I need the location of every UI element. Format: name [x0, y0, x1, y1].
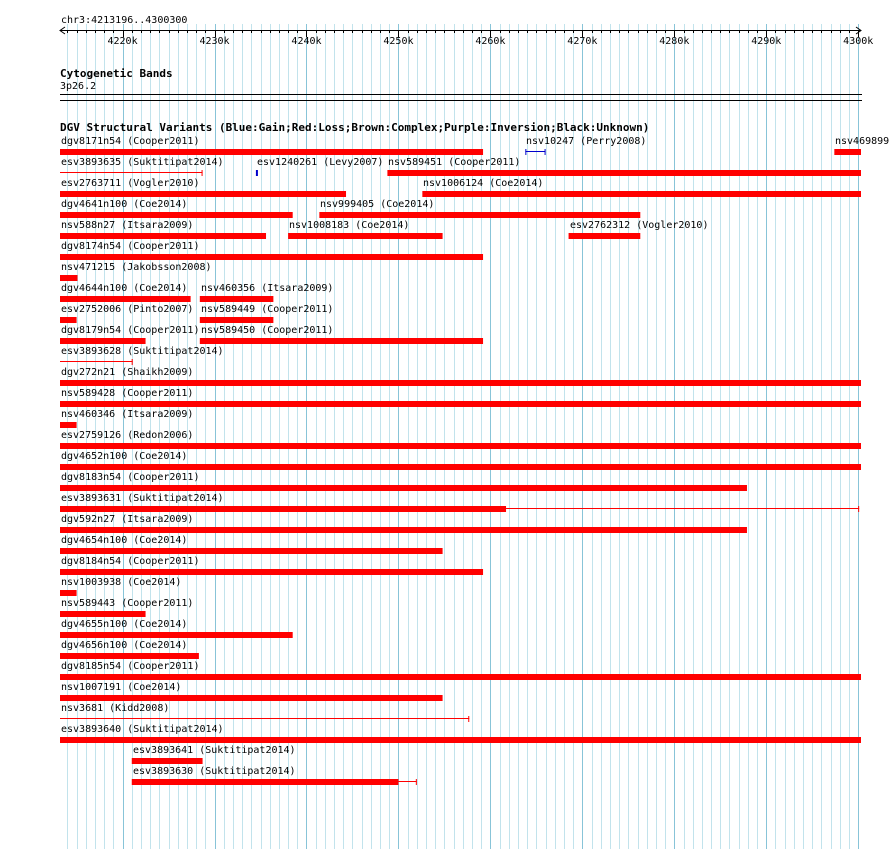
sv-feature[interactable]	[0, 735, 890, 745]
sv-label: esv2759126 (Redon2006)	[61, 430, 194, 441]
sv-label: nsv460346 (Itsara2009)	[61, 409, 194, 420]
sv-feature[interactable]	[0, 672, 890, 682]
sv-feature[interactable]	[0, 399, 890, 409]
sv-feature[interactable]	[0, 714, 890, 724]
sv-bar	[60, 485, 747, 491]
sv-label: nsv589450 (Cooper2011)	[201, 325, 334, 336]
sv-label: nsv1003938 (Coe2014)	[61, 577, 182, 588]
sv-feature[interactable]	[0, 777, 890, 787]
sv-label: dgv8183n54 (Cooper2011)	[61, 472, 200, 483]
sv-feature[interactable]	[0, 210, 890, 220]
ruler-tick-label: 4250k	[383, 36, 414, 47]
sv-bar	[60, 254, 483, 260]
sv-label: nsv469899	[835, 136, 890, 147]
sv-feature[interactable]	[0, 567, 890, 577]
sv-feature[interactable]	[0, 483, 890, 493]
sv-bar	[60, 611, 146, 617]
sv-label: esv1240261 (Levy2007)	[257, 157, 384, 168]
sv-bar	[132, 779, 399, 785]
sv-feature[interactable]	[0, 231, 890, 241]
sv-feature[interactable]	[0, 441, 890, 451]
sv-label: esv3893628 (Suktitipat2014)	[61, 346, 224, 357]
sv-bar	[60, 737, 861, 743]
sv-label: dgv8185n54 (Cooper2011)	[61, 661, 200, 672]
cytoband-label: 3p26.2	[60, 81, 97, 92]
sv-feature[interactable]	[0, 357, 890, 367]
sv-label: nsv460356 (Itsara2009)	[201, 283, 334, 294]
sv-label: nsv589449 (Cooper2011)	[201, 304, 334, 315]
ruler-tick-label: 4240k	[291, 36, 322, 47]
sv-label: dgv8174n54 (Cooper2011)	[61, 241, 200, 252]
sv-label: dgv4652n100 (Coe2014)	[61, 451, 188, 462]
sv-label: nsv589428 (Cooper2011)	[61, 388, 194, 399]
sv-feature[interactable]	[0, 315, 890, 325]
sv-bar	[60, 527, 747, 533]
sv-label: nsv588n27 (Itsara2009)	[61, 220, 194, 231]
sv-label: esv2752006 (Pinto2007)	[61, 304, 194, 315]
sv-bar	[422, 191, 861, 197]
sv-label: dgv4654n100 (Coe2014)	[61, 535, 188, 546]
sv-label: esv3893641 (Suktitipat2014)	[133, 745, 296, 756]
sv-label: esv2763711 (Vogler2010)	[61, 178, 200, 189]
sv-label: nsv589443 (Cooper2011)	[61, 598, 194, 609]
sv-bar	[60, 674, 861, 680]
sv-bar	[387, 170, 861, 176]
sv-feature[interactable]	[0, 630, 890, 640]
sv-label: dgv4641n100 (Coe2014)	[61, 199, 188, 210]
sv-label: dgv4656n100 (Coe2014)	[61, 640, 188, 651]
cytoband-track-title: Cytogenetic Bands	[60, 67, 173, 80]
ruler-tick-label: 4280k	[659, 36, 690, 47]
sv-feature[interactable]	[0, 336, 890, 346]
sv-feature[interactable]	[0, 189, 890, 199]
sv-bar	[60, 695, 443, 701]
sv-label: nsv1007191 (Coe2014)	[61, 682, 182, 693]
sv-bar	[60, 464, 861, 470]
sv-bar	[200, 317, 274, 323]
sv-feature[interactable]	[0, 609, 890, 619]
sv-bar	[60, 401, 861, 407]
sv-feature[interactable]	[0, 693, 890, 703]
sv-feature[interactable]	[0, 525, 890, 535]
sv-label: dgv8184n54 (Cooper2011)	[61, 556, 200, 567]
sv-label: dgv272n21 (Shaikh2009)	[61, 367, 194, 378]
sv-label: dgv4655n100 (Coe2014)	[61, 619, 188, 630]
sv-feature[interactable]	[0, 588, 890, 598]
dgv-track-title: DGV Structural Variants (Blue:Gain;Red:Loss;Brown:Complex;Purple:Inversion;Black:Unknown)	[60, 121, 650, 134]
sv-bar	[200, 338, 483, 344]
sv-feature[interactable]	[0, 546, 890, 556]
sv-label: dgv4644n100 (Coe2014)	[61, 283, 188, 294]
sv-bar	[60, 275, 78, 281]
sv-label: dgv8171n54 (Cooper2011)	[61, 136, 200, 147]
sv-bar	[60, 632, 293, 638]
sv-feature[interactable]	[0, 147, 890, 157]
ruler-tick-label: 4270k	[567, 36, 598, 47]
sv-feature[interactable]	[0, 168, 890, 178]
sv-label: nsv1008183 (Coe2014)	[289, 220, 410, 231]
sv-bar	[569, 233, 641, 239]
sv-label: nsv10247 (Perry2008)	[526, 136, 647, 147]
ruler-tick-label: 4260k	[475, 36, 506, 47]
sv-feature[interactable]	[0, 651, 890, 661]
sv-label: dgv8179n54 (Cooper2011)	[61, 325, 200, 336]
sv-label: esv3893640 (Suktitipat2014)	[61, 724, 224, 735]
sv-bar	[60, 380, 861, 386]
sv-label: nsv1006124 (Coe2014)	[423, 178, 544, 189]
sv-label: esv3893630 (Suktitipat2014)	[133, 766, 296, 777]
sv-bar	[60, 653, 199, 659]
sv-bar	[60, 506, 506, 512]
sv-feature[interactable]	[0, 294, 890, 304]
sv-bar	[60, 590, 77, 596]
ruler-tick-label: 4220k	[107, 36, 138, 47]
sv-bar	[60, 422, 77, 428]
sv-bar	[200, 296, 274, 302]
ruler-tick-label: 4290k	[751, 36, 782, 47]
sv-label: dgv592n27 (Itsara2009)	[61, 514, 194, 525]
sv-bar	[60, 569, 483, 575]
ruler-tick-label: 4300k	[843, 36, 874, 47]
ruler-tick-label: 4230k	[199, 36, 230, 47]
sv-label: nsv999405 (Coe2014)	[320, 199, 435, 210]
sv-label: nsv589451 (Cooper2011)	[388, 157, 521, 168]
sv-feature[interactable]	[0, 252, 890, 262]
sv-feature[interactable]	[0, 756, 890, 766]
sv-bar	[132, 758, 203, 764]
locus-label: chr3:4213196..4300300	[61, 15, 188, 26]
sv-bar	[60, 548, 443, 554]
sv-bar	[319, 212, 640, 218]
sv-feature[interactable]	[0, 273, 890, 283]
sv-label: esv2762312 (Vogler2010)	[570, 220, 709, 231]
sv-feature[interactable]	[0, 378, 890, 388]
sv-label: esv3893631 (Suktitipat2014)	[61, 493, 224, 504]
sv-feature[interactable]	[0, 504, 890, 514]
sv-feature[interactable]	[0, 462, 890, 472]
sv-label: nsv3681 (Kidd2008)	[61, 703, 170, 714]
sv-bar	[834, 149, 861, 155]
sv-bar	[60, 443, 861, 449]
sv-label: nsv471215 (Jakobsson2008)	[61, 262, 212, 273]
sv-feature[interactable]	[0, 420, 890, 430]
sv-label: esv3893635 (Suktitipat2014)	[61, 157, 224, 168]
